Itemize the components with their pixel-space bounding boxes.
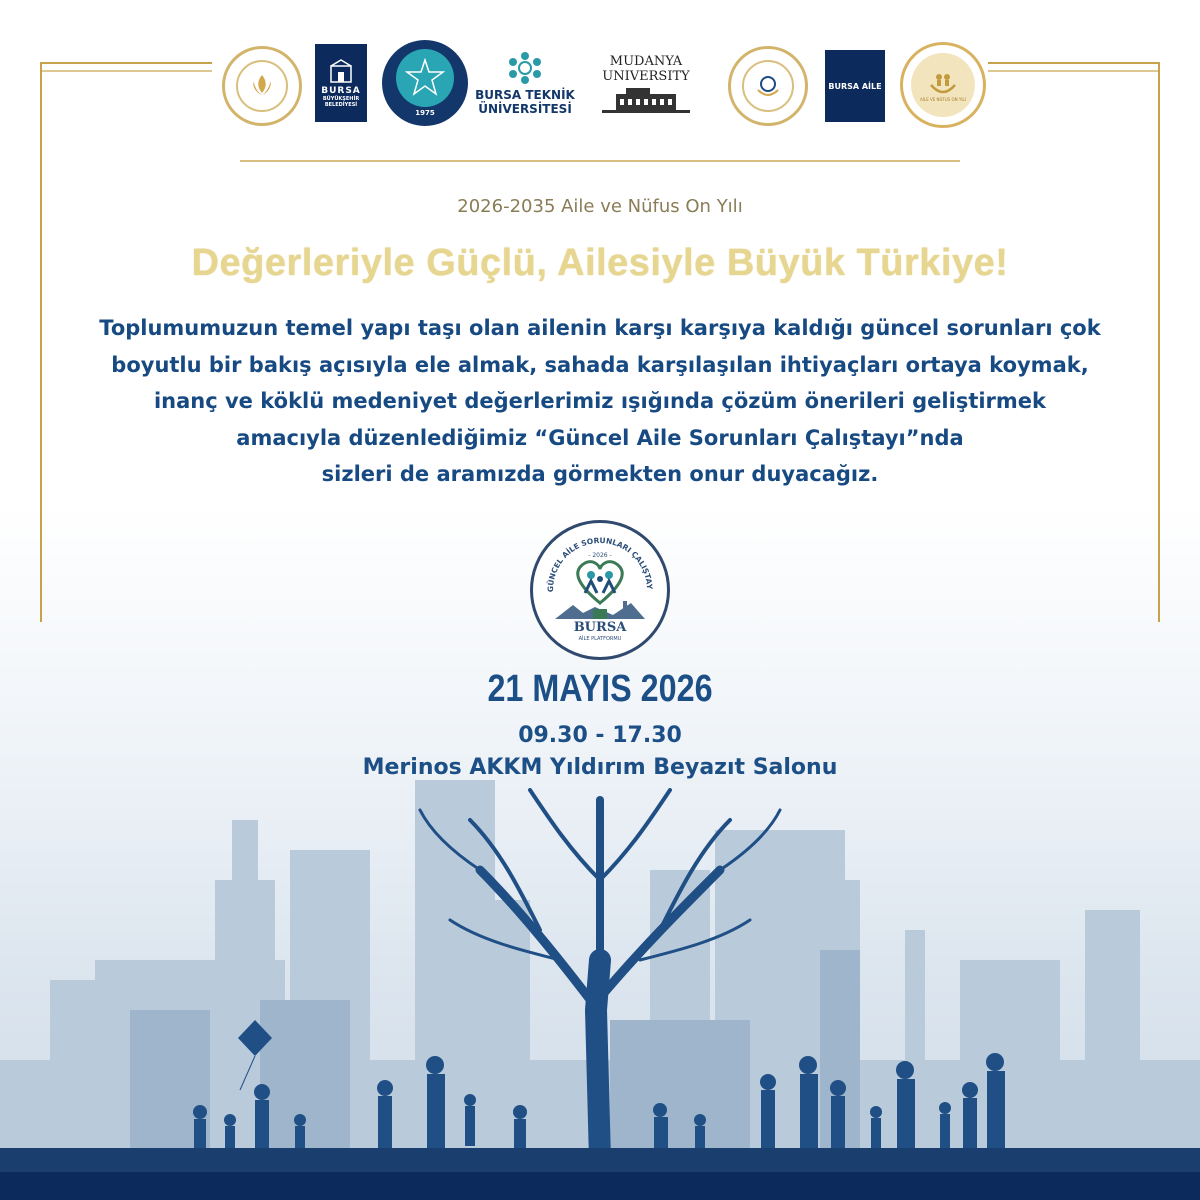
bursa-logo-line1: BURSA bbox=[321, 86, 361, 96]
teknik-flower-icon bbox=[504, 48, 546, 88]
bursa-uludag-logo bbox=[382, 40, 468, 126]
emblem-1-logo bbox=[222, 46, 302, 126]
frame-under-logos bbox=[240, 160, 960, 162]
aile-nufus-inner bbox=[911, 53, 975, 117]
body-line: amacıyla düzenlediğimiz “Güncel Aile Sorunları Çalıştayı”nda bbox=[236, 425, 964, 450]
emblem-6-inner bbox=[742, 60, 795, 113]
workshop-emblem-art bbox=[533, 523, 667, 657]
event-venue: Merinos AKKM Yıldırım Beyazıt Salonu bbox=[362, 755, 838, 780]
emblem-year: - 2026 - bbox=[588, 552, 612, 559]
teknik-line2: ÜNİVERSİTESİ bbox=[478, 102, 572, 116]
building-icon bbox=[328, 58, 354, 84]
event-date: 21 MAYIS 2026 bbox=[487, 668, 713, 710]
aile-nufus-logo bbox=[900, 42, 986, 128]
uludag-year: 1975 bbox=[415, 109, 435, 117]
mudanya-logo bbox=[590, 44, 702, 124]
logo-row bbox=[0, 38, 1200, 130]
bursa-aile-text: BURSA AİLE bbox=[828, 81, 882, 91]
bursa-teknik-logo bbox=[475, 40, 575, 124]
body-line: inanç ve köklü medeniyet değerlerimiz ışığında çözüm önerileri geliştirmek bbox=[153, 389, 1047, 413]
tulip-icon bbox=[247, 73, 277, 99]
bursa-logo-line3: BELEDİYESİ bbox=[324, 102, 358, 108]
star-pattern-icon bbox=[405, 58, 445, 98]
invitation-body bbox=[40, 310, 1160, 493]
subtitle: 2026-2035 Aile ve Nüfus On Yılı bbox=[457, 196, 743, 217]
body-line: sizleri de aramızda görmekten onur duyacağız. bbox=[321, 462, 879, 486]
bursa-aile-logo bbox=[825, 50, 885, 122]
family-hands-icon bbox=[927, 69, 959, 97]
bursa-buyuksehir-logo bbox=[315, 44, 367, 122]
bottom-bar bbox=[0, 1172, 1200, 1200]
mudanya-line1: MUDANYA bbox=[609, 54, 683, 69]
workshop-emblem bbox=[530, 520, 670, 660]
emblem-ring-text: GÜNCEL AİLE SORUNLARI ÇALIŞTAY bbox=[545, 535, 655, 593]
body-line: boyutlu bir bakış açısıyla ele almak, sahada karşılaşılan ihtiyaçları ortaya koymak, bbox=[111, 352, 1089, 377]
aile-nufus-text: AİLE VE NÜFUS ON YILI bbox=[920, 96, 966, 102]
headline: Değerleriyle Güçlü, Ailesiyle Büyük Türkiye! bbox=[191, 242, 1009, 284]
emblem-1-inner bbox=[236, 60, 289, 113]
mudanya-line2: UNIVERSITY bbox=[602, 69, 690, 84]
emblem-6-logo bbox=[728, 46, 808, 126]
emblem-city: BURSA bbox=[573, 620, 627, 635]
event-time: 09.30 - 17.30 bbox=[518, 723, 682, 748]
uludag-inner-circle bbox=[396, 49, 454, 107]
city-family-illustration bbox=[0, 760, 1200, 1180]
campus-building-icon bbox=[596, 84, 696, 114]
bursa-logo-line2: BÜYÜKŞEHİR bbox=[322, 96, 360, 102]
crescent-hands-icon bbox=[754, 72, 782, 100]
teknik-line1: BURSA TEKNİK bbox=[475, 88, 575, 102]
body-line: Toplumumuzun temel yapı taşı olan ailenin karşı karşıya kaldığı güncel sorunları çok bbox=[99, 316, 1101, 340]
emblem-platform: AİLE PLATFORMU bbox=[578, 636, 622, 642]
